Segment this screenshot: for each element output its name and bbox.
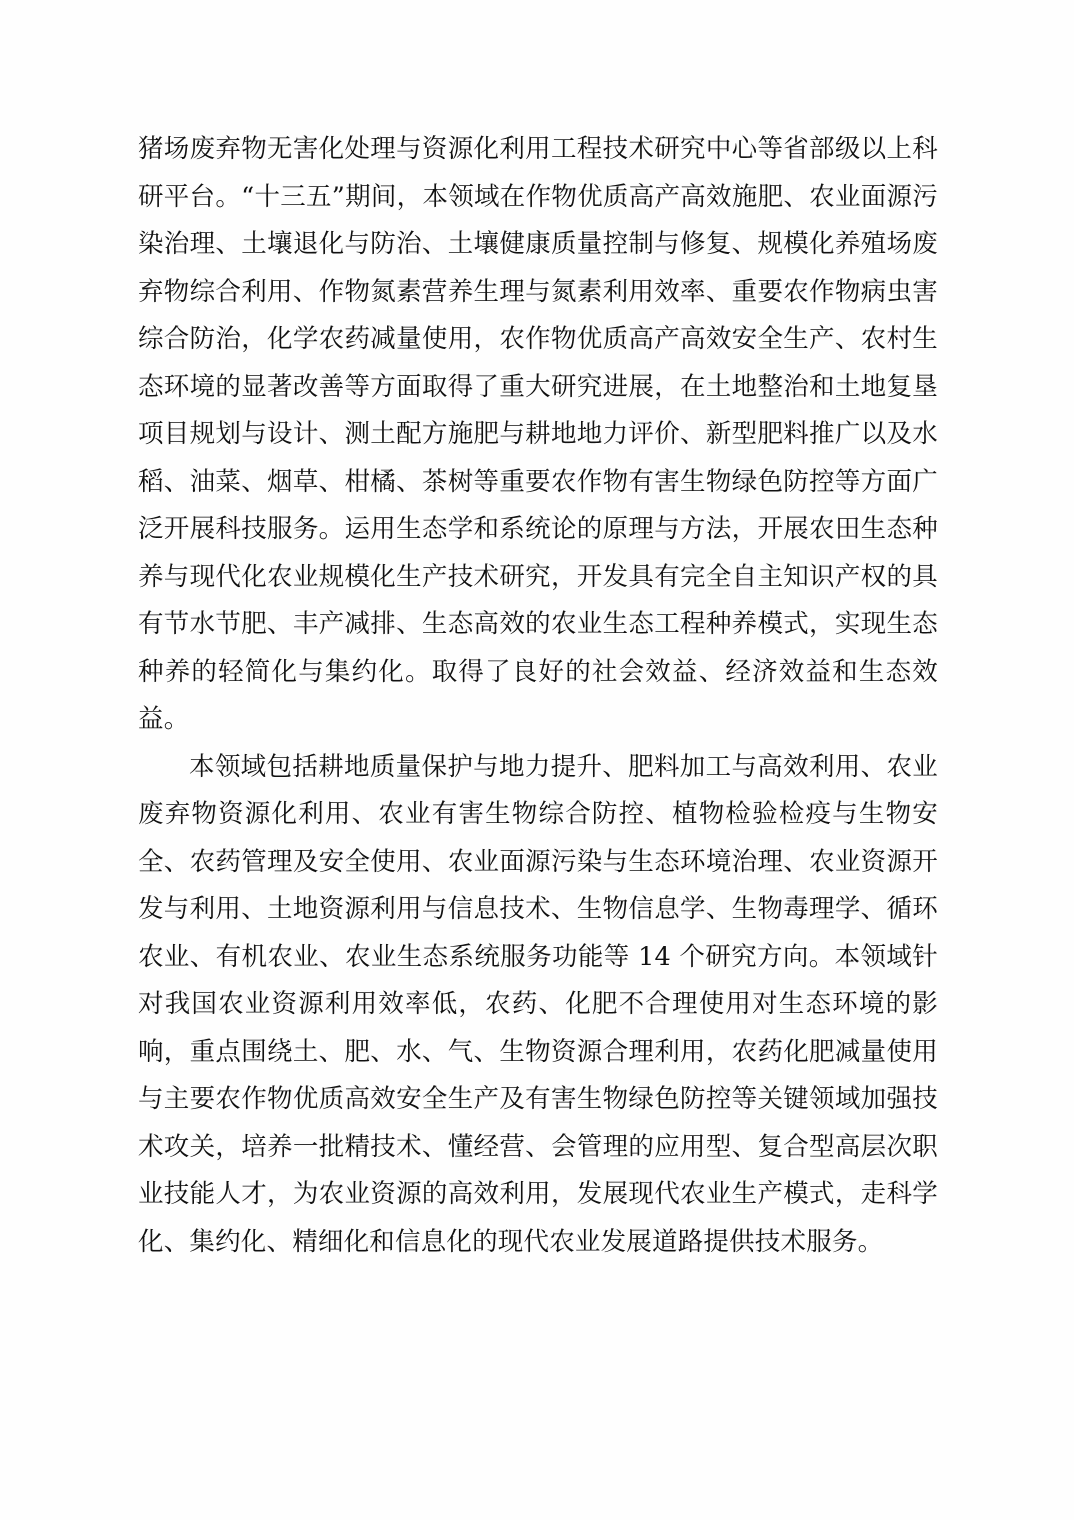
body-paragraph-2: 本领域包括耕地质量保护与地力提升、肥料加工与高效利用、农业废弃物资源化利用、农业有害生物综合防控、植物检验检疫与生物安全、农药管理及安全使用、农业面源污染与生态环境治理、农业资源开发与利用、土地资源利用与信息技术、生物信息学、生物毒理学、循环农业、有机农业、农业生态系统服务功能等 14 个研究方向。本领域针对我国农业资源利用效率低，农药、化肥不合理使用对生态环境的影响，重点围绕土、肥、水、气、生物资源合理利用，农药化肥减量使用与主要农作物优质高效安全生产及有害生物绿色防控等关键领域加强技术攻关，培养一批精技术、懂经营、会管理的应用型、复合型高层次职业技能人才，为农业资源的高效利用，发展现代农业生产模式，走科学化、集约化、精细化和信息化的现代农业发展道路提供技术服务。 xyxy=(138,751,938,1257)
body-paragraph-1: 猪场废弃物无害化处理与资源化利用工程技术研究中心等省部级以上科研平台。“十三五”期间，本领域在作物优质高产高效施肥、农业面源污染治理、土壤退化与防治、土壤健康质量控制与修复、规模化养殖场废弃物综合利用、作物氮素营养生理与氮素利用效率、重要农作物病虫害综合防治，化学农药减量使用，农作物优质高产高效安全生产、农村生态环境的显著改善等方面取得了重大研究进展，在土地整治和土地复垦项目规划与设计、测土配方施肥与耕地地力评价、新型肥料推广以及水稻、油菜、烟草、柑橘、茶树等重要农作物有害生物绿色防控等方面广泛开展科技服务。运用生态学和系统论的原理与方法，开展农田生态种养与现代化农业规模化生产技术研究，开发具有完全自主知识产权的具有节水节肥、丰产减排、生态高效的农业生态工程种养模式，实现生态种养的轻简化与集约化。取得了良好的社会效益、经济效益和生态效益。 xyxy=(138,134,938,734)
page-text-body xyxy=(138,126,938,1266)
